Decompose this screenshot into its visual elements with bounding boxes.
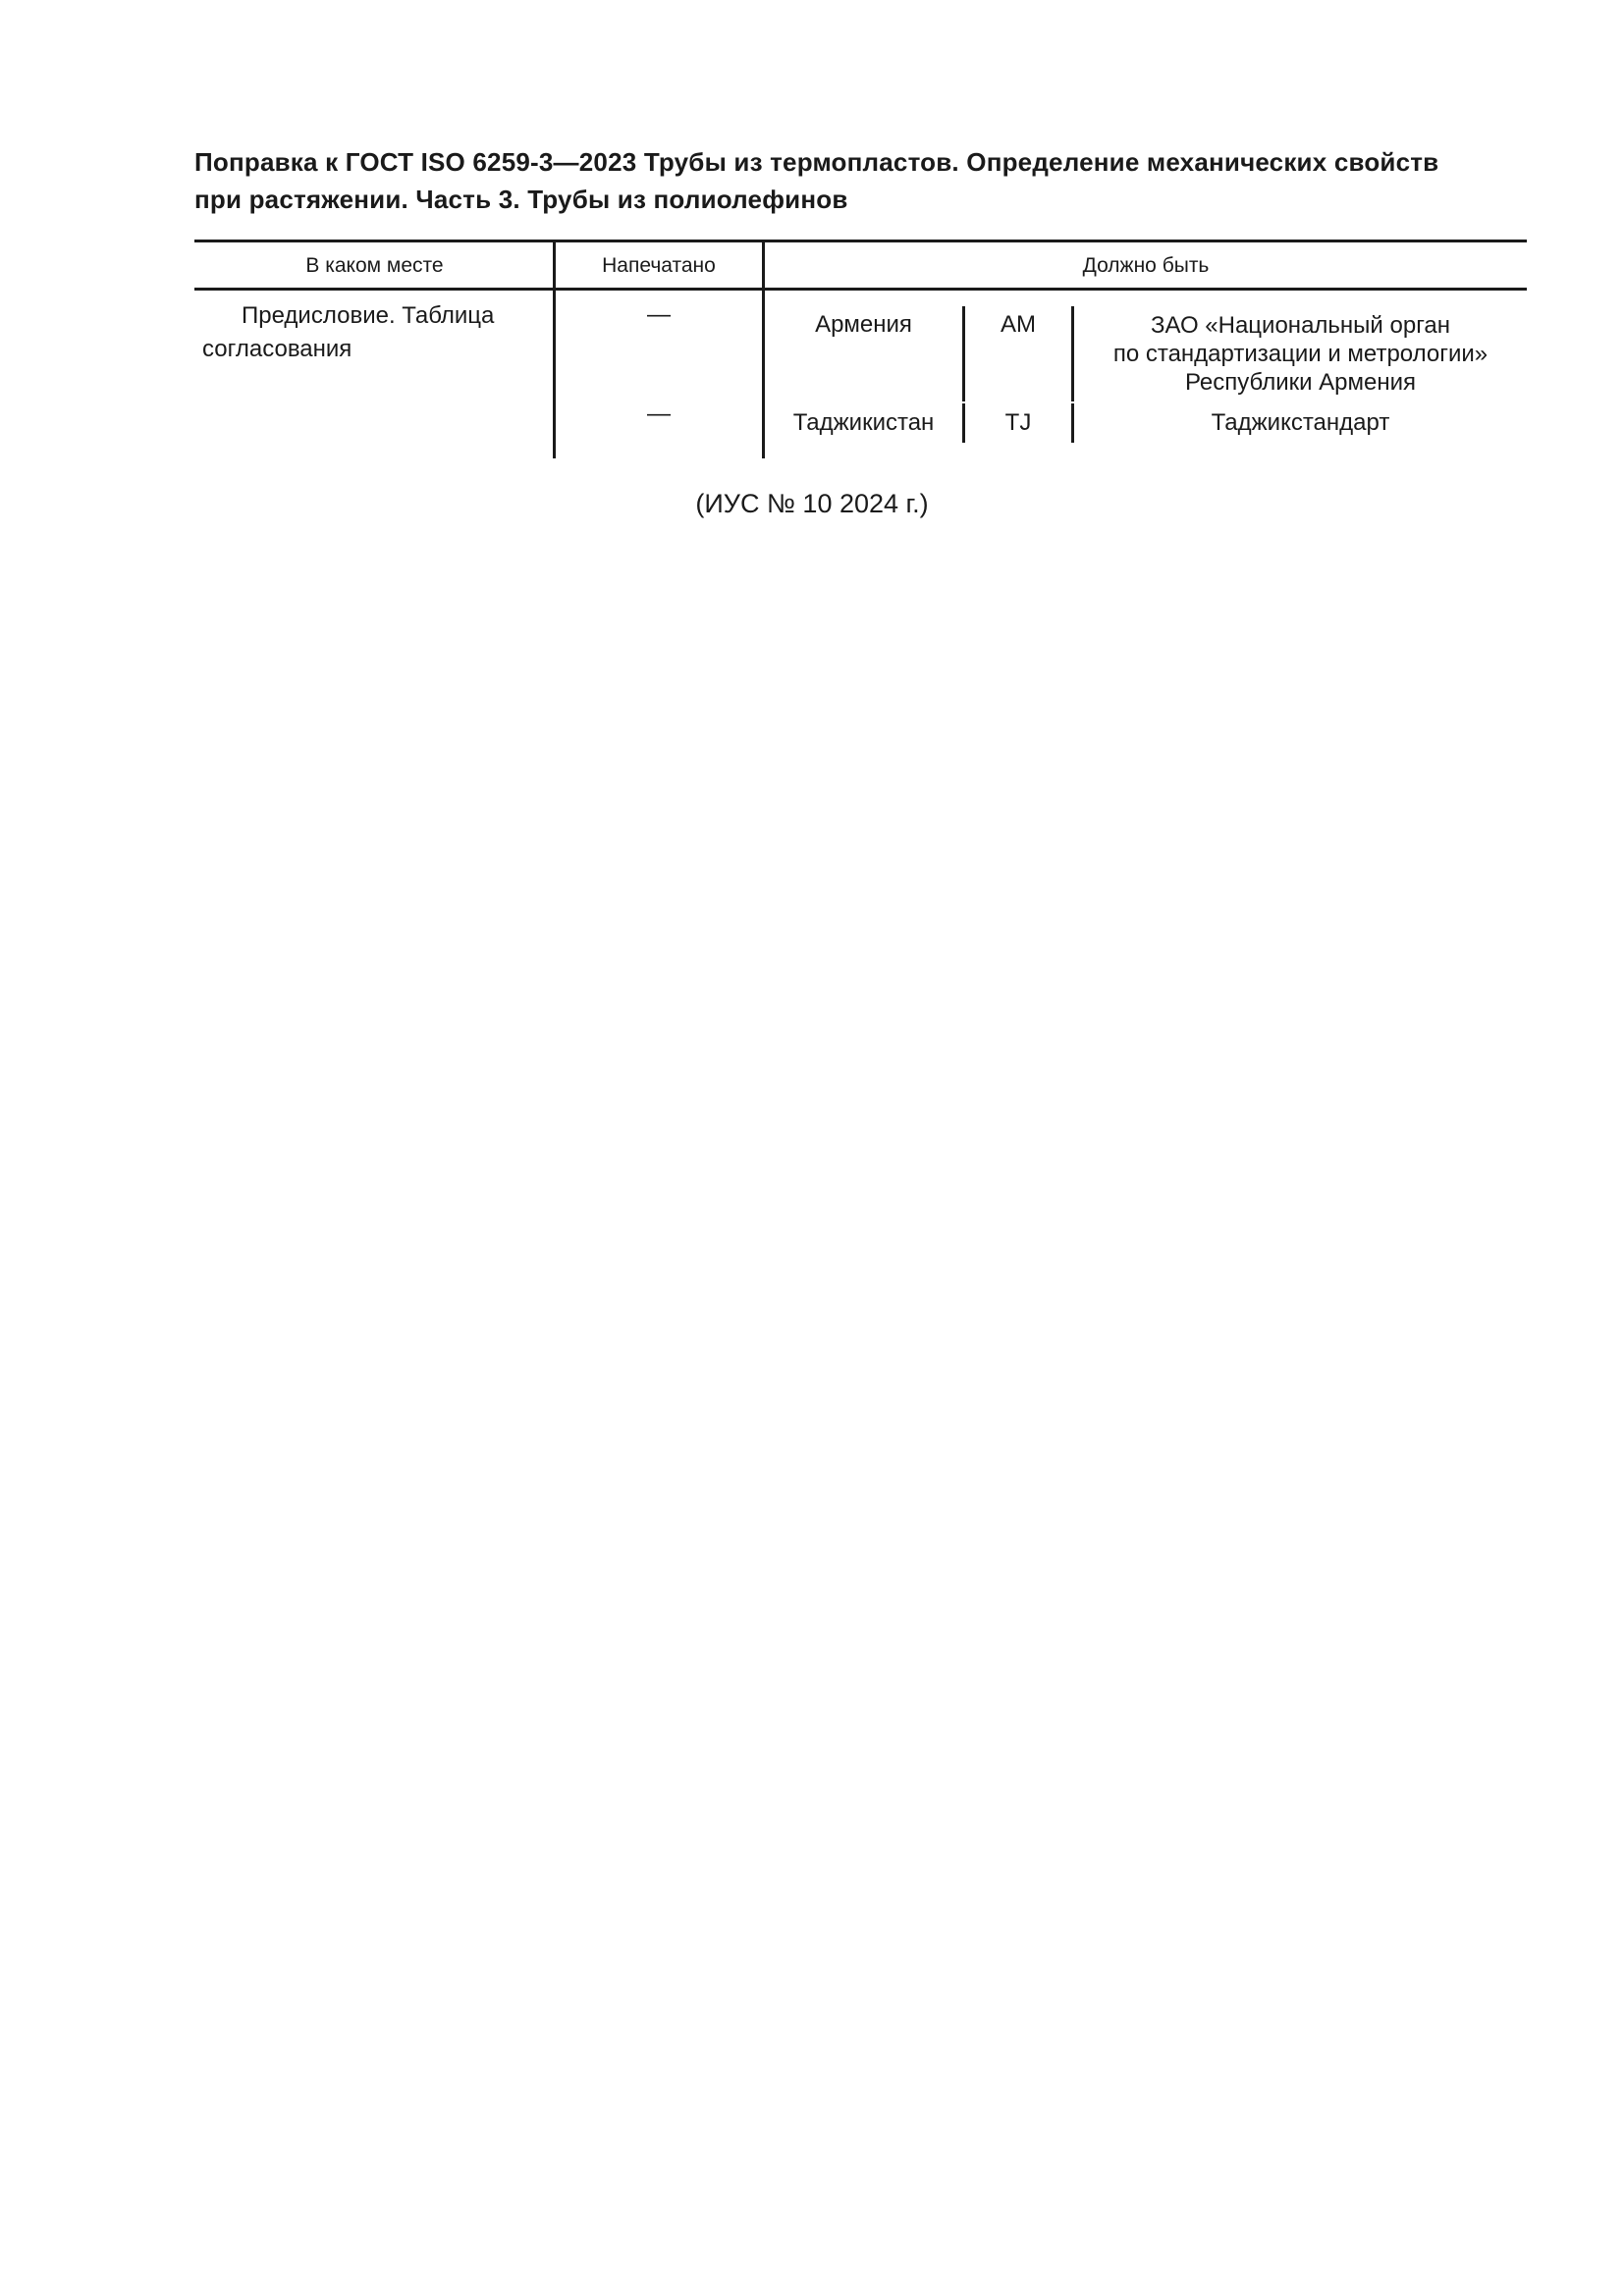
country-tajikistan: Таджикистан	[792, 409, 935, 436]
header-printed: Напечатано	[602, 254, 716, 277]
printed-dash-row-1: —	[647, 301, 671, 328]
title-line-1: Поправка к ГОСТ ISO 6259-3—2023 Трубы из термопластов. Определение механических свойств	[194, 147, 1439, 177]
title-line-2: при растяжении. Часть 3. Трубы из полиолефинов	[194, 185, 848, 214]
org-tajikistan: Таджикстандарт	[1211, 409, 1390, 436]
printed-dash-row-2: —	[647, 400, 671, 427]
code-am: AM	[1001, 311, 1036, 338]
where-line-2: согласования	[202, 336, 352, 362]
code-tj: TJ	[1004, 409, 1032, 436]
ius-reference: (ИУС № 10 2024 г.)	[695, 489, 929, 518]
header-where: В каком месте	[305, 254, 444, 277]
where-line-1: Предисловие. Таблица	[242, 302, 495, 329]
table-top-rule	[194, 240, 1527, 242]
country-armenia: Армения	[815, 311, 912, 338]
document-title	[194, 143, 1530, 218]
org-armenia-line-2: по стандартизации и метрологии»	[1112, 341, 1489, 367]
org-armenia-line-1: ЗАО «Национальный орган	[1150, 312, 1451, 339]
header-should-be: Должно быть	[1082, 254, 1210, 277]
org-armenia-line-3: Республики Армения	[1184, 369, 1417, 396]
table-header-rule	[194, 288, 1527, 291]
